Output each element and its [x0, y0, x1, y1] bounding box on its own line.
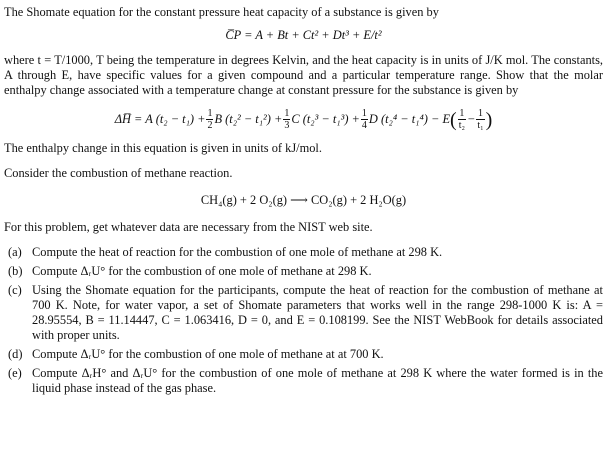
- question-label: (a): [8, 245, 22, 259]
- question-label: (e): [8, 366, 22, 380]
- where-paragraph: where t = T/1000, T being the temperature in degrees Kelvin, and the heat capacity is in units of J/K mol. The constants, A through E, have specific values for a given compound and a particular temperature range. Show that the molar enthalpy change associated with a temperature change at constant pressure for the substance is given by: [4, 53, 603, 97]
- question-text: Compute ΔᵣU° for the combustion of one mole of methane at at 700 K.: [32, 347, 384, 361]
- eq-lhs: ΔH̅ = A (t₂ − t₁) +: [114, 112, 206, 126]
- eq-minus: −: [466, 112, 476, 126]
- shomate-cp-equation: C̅P = A + Bt + Ct² + Dt³ + E/t²: [225, 28, 382, 42]
- eq-term-b: B (t₂² − t₁²) +: [214, 112, 283, 126]
- question-item: [4, 264, 603, 279]
- intro-paragraph: The Shomate equation for the constant pressure heat capacity of a substance is given by: [4, 5, 439, 19]
- frac-half: $\frac{1}{2}$: [207, 108, 213, 131]
- question-item: [4, 347, 603, 362]
- frac-quarter: $\frac{1}{4}$: [361, 108, 367, 131]
- close-paren: ): [485, 108, 493, 131]
- frac-inv-t1: $\frac{1}{\text{t₁}}$: [477, 108, 484, 131]
- question-text: Using the Shomate equation for the participants, compute the heat of reaction for the combustion of methane at 700 K. Note, for water vapor, a set of Shomate parameters that works well in the range 298-1000 K is: A = 28.95554, B = 11.14447, C = 1.063416, D = 0, and E = 0.108199. See the NIST WebBook for details associated with proper units.: [32, 283, 603, 342]
- enthalpy-change-equation: [4, 108, 603, 131]
- consider-paragraph: Consider the combustion of methane reaction.: [4, 166, 233, 180]
- question-item: [4, 283, 603, 343]
- problem-paragraph: For this problem, get whatever data are necessary from the NIST web site.: [4, 220, 373, 234]
- question-list: [4, 245, 603, 396]
- frac-third: $\frac{1}{3}$: [284, 108, 290, 131]
- question-text: Compute the heat of reaction for the combustion of one mole of methane at 298 K.: [32, 245, 443, 259]
- question-item: [4, 245, 603, 260]
- question-text: Compute ΔᵣU° for the combustion of one mole of methane at 298 K.: [32, 264, 372, 278]
- frac-inv-t2: $\frac{1}{\text{t₂}}$: [458, 108, 465, 131]
- question-label: (d): [8, 347, 23, 361]
- question-text: Compute ΔᵣH° and ΔᵣU° for the combustion of one mole of methane at 298 K where the water formed is in the liquid phase instead of the gas phase.: [32, 366, 603, 395]
- eq-term-d: D (t₂⁴ − t₁⁴) − E: [368, 112, 451, 126]
- question-item: [4, 366, 603, 396]
- eq-term-c: C (t₂³ − t₁³) +: [291, 112, 360, 126]
- combustion-reaction: CH₄(g) + 2 O₂(g) ⟶ CO₂(g) + 2 H₂O(g): [200, 193, 407, 207]
- question-label: (b): [8, 264, 23, 278]
- open-paren: (: [450, 108, 457, 131]
- question-label: (c): [8, 283, 22, 297]
- units-paragraph: The enthalpy change in this equation is given in units of kJ/mol.: [4, 141, 322, 155]
